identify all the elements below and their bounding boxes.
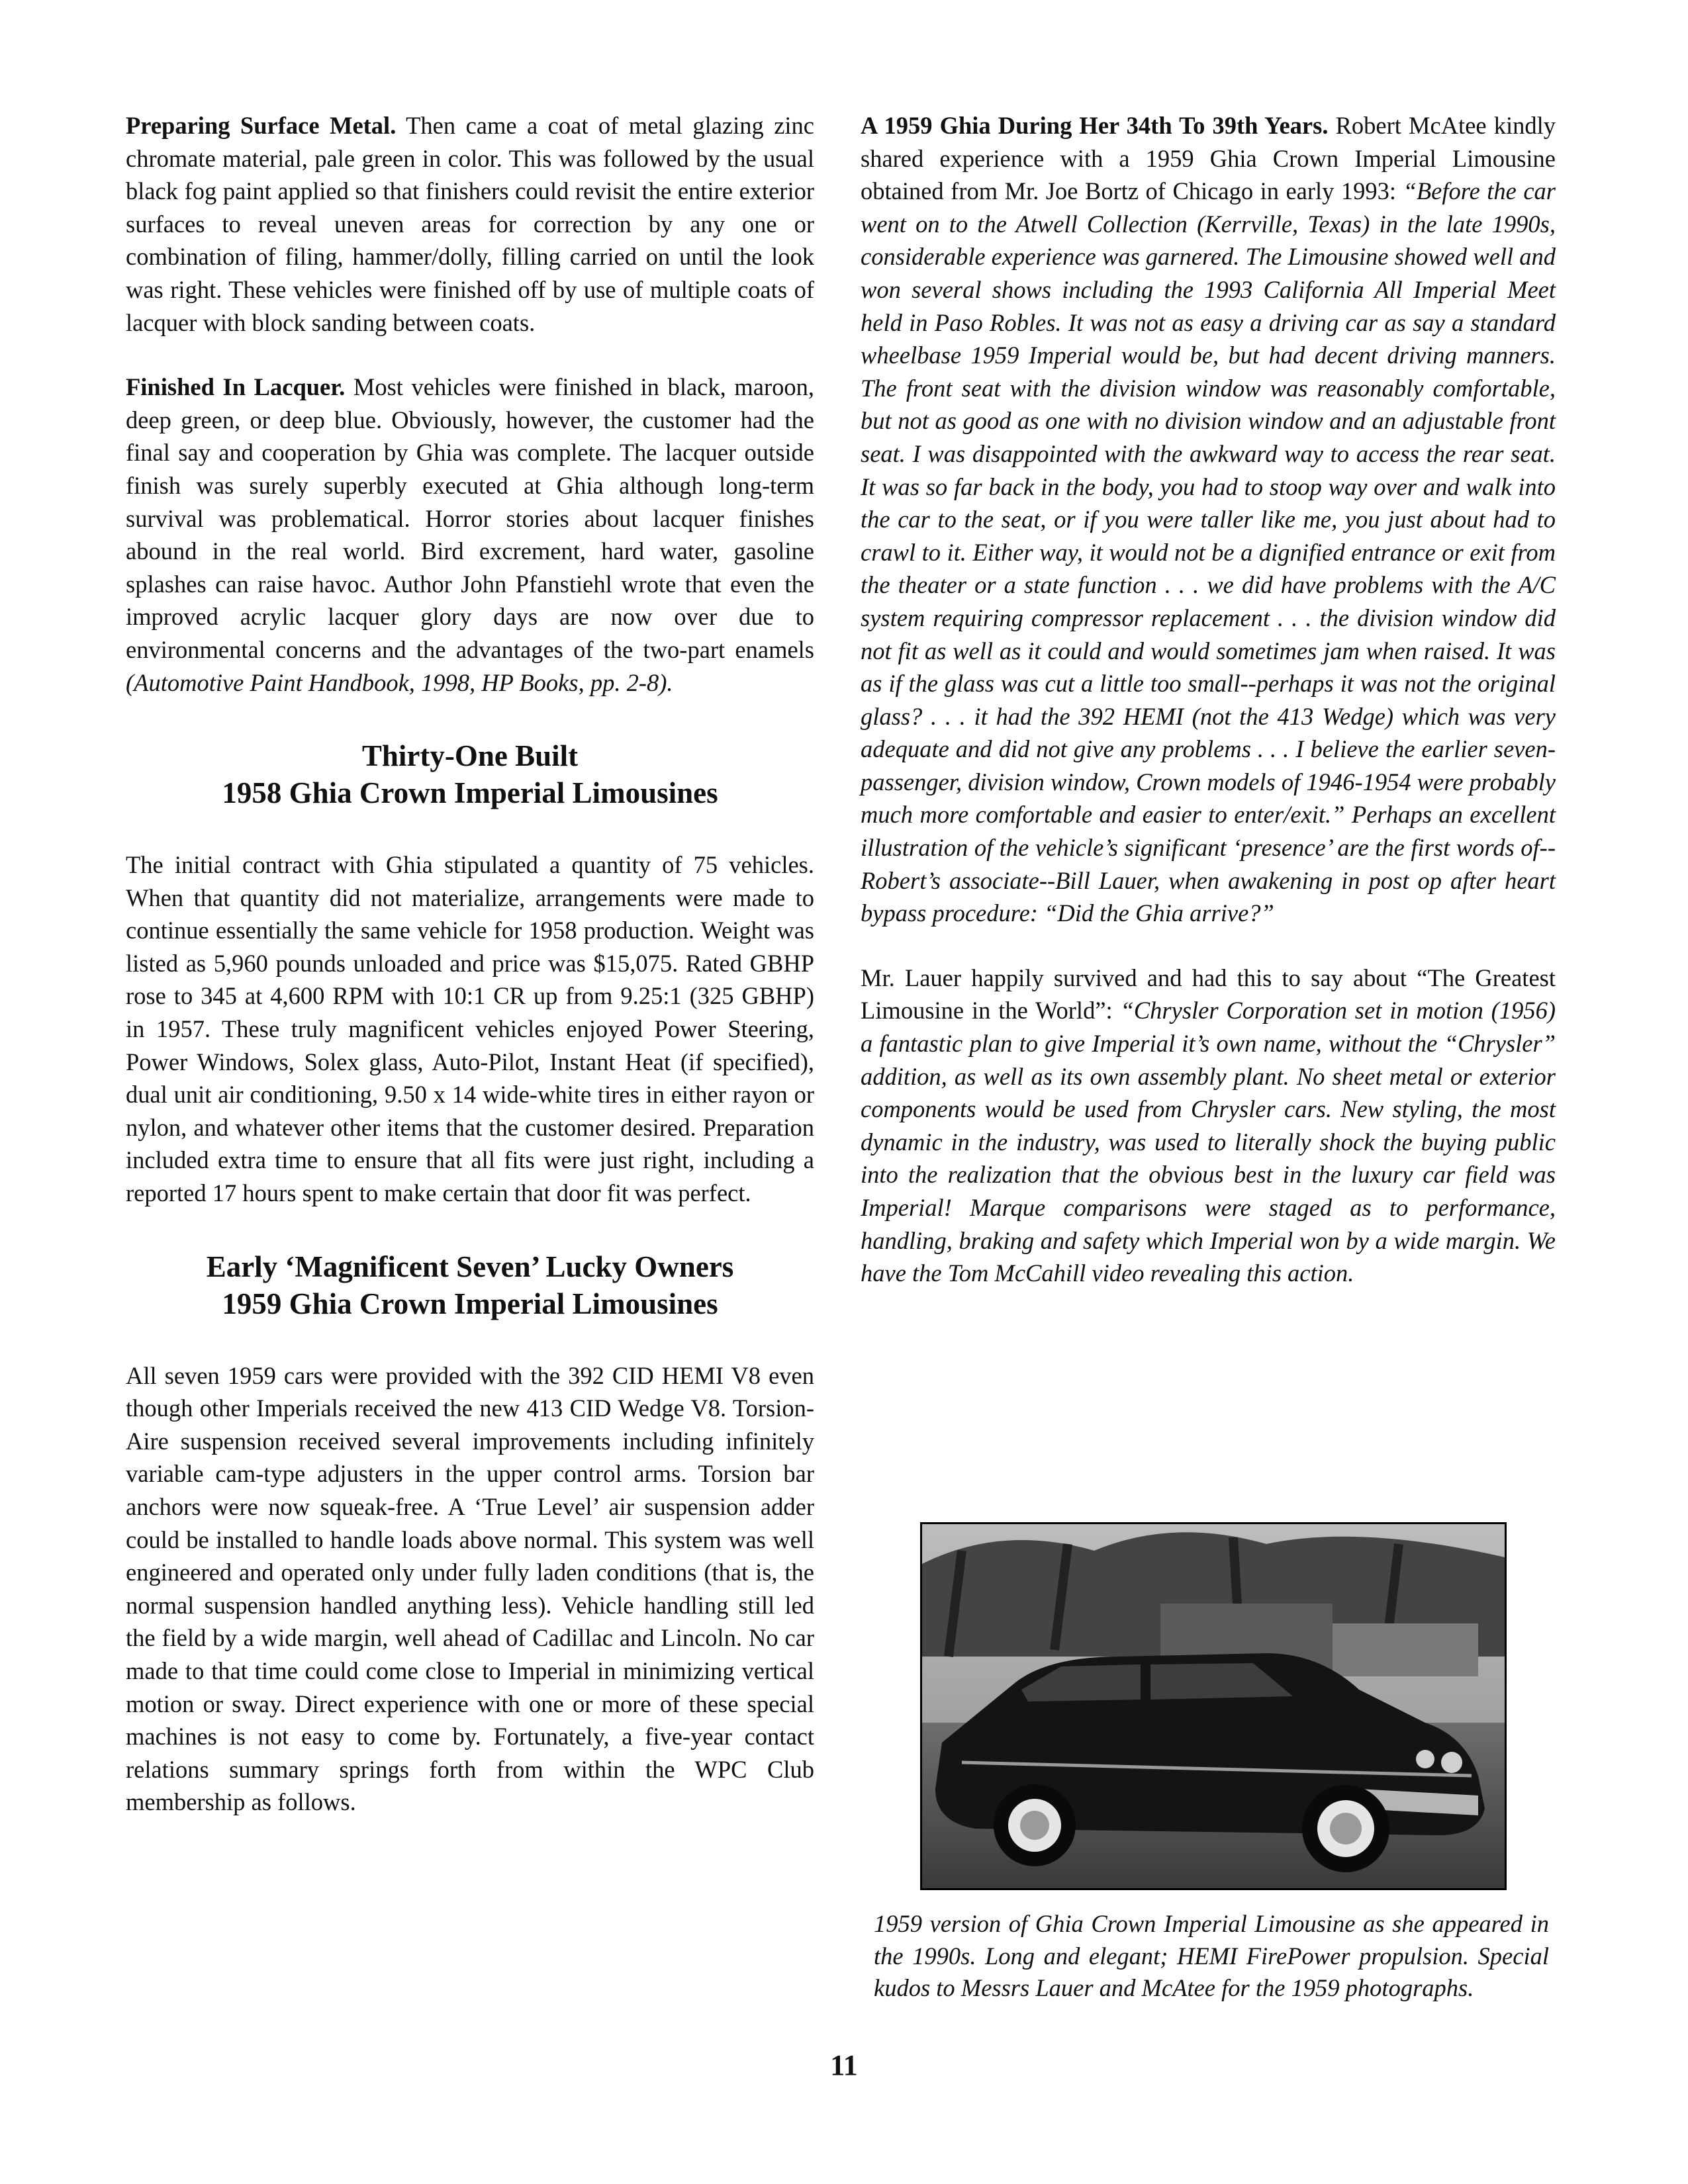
- right-column: [861, 109, 1556, 1290]
- paragraph-1958-limousines: The initial contract with Ghia stipulated a quantity of 75 vehicles. When that quantity did not materialize, arrangements were made to continue essentially the same vehicle for 1958 production. Weight was listed as 5,960 pounds unloaded and price was $15,075. Rated GBHP rose to 345 at 4,600 RPM with 10:1 CR up from 9.25:1 (325 GBHP) in 1957. These truly magnificent vehicles enjoyed Power Steering, Power Windows, Solex glass, Auto-Pilot, Instant Heat (if specified), dual unit air conditioning, 9.50 x 14 wide-white tires in either rayon or nylon, and whatever other items that the customer desired. Preparation included extra time to ensure that all fits were just right, including a reported 17 hours spent to make certain that door fit was perfect.: [126, 851, 814, 1207]
- quotation: “Before the car went on to the Atwell Collection (Kerrville, Texas) in the late 1990s, considerable experience was garnered. The Limousine showed well and won several shows including the 1993 California All Imperial Meet held in Paso Robles. It was not as easy a driving car as say a standard wheelbase 1959 Imperial would be, but had decent driving manners. The front seat with the division window was reasonably comfortable, but not as good as one with no division window and an adjustable front seat. I was disappointed with the awkward way to access the rear seat. It was so far back in the body, you had to stoop way over and walk into the car to the seat, or if you were taller like me, you just about had to crawl to it. Either way, it would not be a dignified entrance or exit from the theater or a state function . . . we did have problems with the A/C system requiring compressor replacement . . . the division window did not fit as well as it could and would sometimes jam when raised. It was as if the glass was cut a little too small--perhaps it was not the original glass? . . . it had the 392 HEMI (not the 413 Wedge) which was very adequate and did not give any problems . . . I believe the earlier seven-passenger, division window, Crown models of 1946-1954 were probably much more comfortable and easier to enter/exit.” Perhaps an excellent illustration of the vehicle’s significant ‘presence’ are the first words of--Robert’s associate--Bill Lauer, when awakening in post op after heart bypass procedure: “Did the Ghia arrive?”: [861, 177, 1556, 927]
- quotation: “Chrysler Corporation set in motion (1956) a fantastic plan to give Imperial it’s own name, without the “Chrysler” addition, as well as its own assembly plant. No sheet metal or exterior components would be used from Chrysler cars. New styling, the most dynamic in the industry, was used to literally shock the buying public into the realization that the obvious best in the luxury car field was Imperial! Marque comparisons were staged as to performance, handling, braking and safety which Imperial won by a wide margin. We have the Tom McCahill video revealing this action.: [861, 997, 1556, 1287]
- paragraph-text: Mr. Lauer happily survived and had this to say about “The Greatest Limousine in the World”:: [861, 964, 1556, 1024]
- heading-line: 1958 Ghia Crown Imperial Limousines: [222, 776, 718, 810]
- section-heading-thirty-one-built: [126, 737, 814, 811]
- left-column: [126, 109, 814, 1819]
- section-heading-magnificent-seven: [126, 1248, 814, 1322]
- lead-in: Finished In Lacquer.: [126, 373, 346, 401]
- limousine-photo-image: [922, 1524, 1505, 1888]
- paragraph-finished-in-lacquer: [126, 371, 814, 699]
- lead-in: Preparing Surface Metal.: [126, 112, 397, 139]
- lead-in: A 1959 Ghia During Her 34th To 39th Years.: [861, 112, 1329, 139]
- paragraph-preparing-surface-metal: [126, 109, 814, 339]
- paragraph-text: Robert McAtee kindly shared experience with a 1959 Ghia Crown Imperial Limousine obtained from Mr. Joe Bortz of Chicago in early 1993:: [861, 112, 1556, 205]
- paragraph-greatest-limousine: [861, 962, 1556, 1290]
- limousine-photo: [920, 1522, 1507, 1890]
- heading-line: 1959 Ghia Crown Imperial Limousines: [222, 1287, 718, 1320]
- heading-line: Early ‘Magnificent Seven’ Lucky Owners: [206, 1250, 734, 1283]
- paragraph-text: Then came a coat of metal glazing zinc chromate material, pale green in color. This was followed by the usual black fog paint applied so that finishers could revisit the entire exterior surfaces to reveal uneven areas for correction by any one or combination of filing, hammer/dolly, filling carried on until the look was right. These vehicles were finished off by use of multiple coats of lacquer with block sanding between coats.: [126, 112, 815, 336]
- photo-caption: 1959 version of Ghia Crown Imperial Limousine as she appeared in the 1990s. Long and elegant; HEMI FirePower propulsion. Special kudos to Messrs Lauer and McAtee for the 1959 photographs.: [874, 1910, 1549, 2001]
- heading-line: Thirty-One Built: [361, 739, 579, 773]
- citation: (Automotive Paint Handbook, 1998, HP Books, pp. 2-8).: [126, 668, 673, 696]
- paragraph-1959-cars: All seven 1959 cars were provided with the 392 CID HEMI V8 even though other Imperials received the new 413 CID Wedge V8. Torsion-Aire suspension received several improvements including infinitely variable cam-type adjusters in the upper control arms. Torsion bar anchors were now squeak-free. A ‘True Level’ air suspension adder could be installed to handle loads above normal. This system was well engineered and operated only under fully laden conditions (that is, the normal suspension handled anything less). Vehicle handling still led the field by a wide margin, well ahead of Cadillac and Lincoln. No car made to that time could come close to Imperial in minimizing vertical motion or sway. Direct experience with one or more of these special machines is not easy to come by. Fortunately, a five-year contact relations summary springs forth from within the WPC Club membership as follows.: [126, 1361, 814, 1816]
- page-number: 11: [830, 2049, 858, 2081]
- paragraph-text: Most vehicles were finished in black, maroon, deep green, or deep blue. Obviously, however, the customer had the final say and cooperation by Ghia was complete. The lacquer outside finish was surely superbly executed at Ghia although long-term survival was problematical. Horror stories about lacquer finishes abound in the real world. Bird excrement, hard water, gasoline splashes can raise havoc. Author John Pfanstiehl wrote that even the improved acrylic lacquer glory days are now over due to environmental concerns and the advantages of the two-part enamels: [126, 373, 814, 663]
- paragraph-1959-ghia-experience: [861, 109, 1556, 930]
